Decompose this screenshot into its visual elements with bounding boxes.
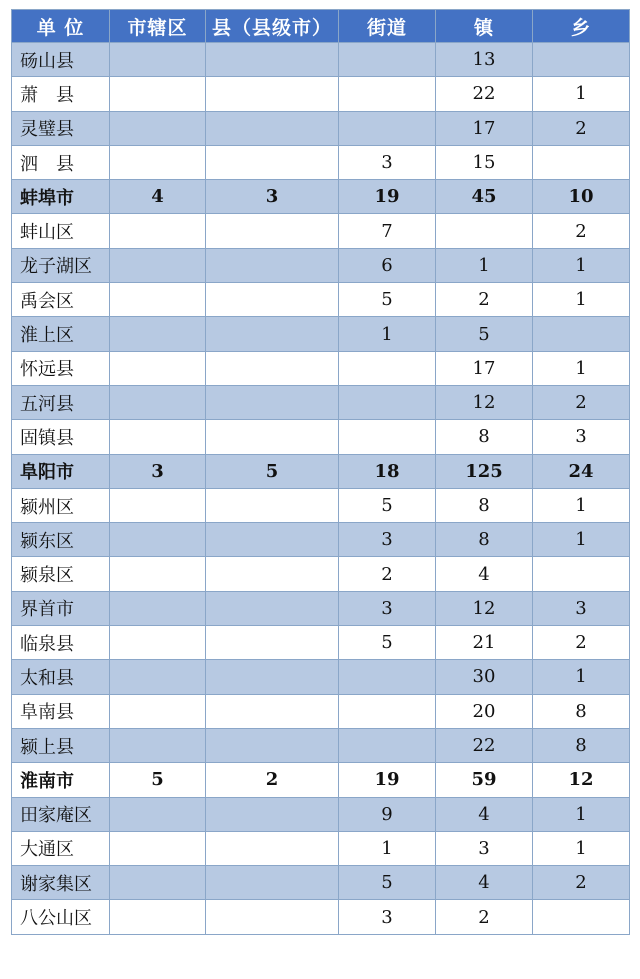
- table-row: [12, 866, 630, 900]
- unit-name-cell: 颍上县: [12, 728, 110, 762]
- towns-cell: 30: [436, 660, 533, 694]
- towns-cell: 4: [436, 866, 533, 900]
- subdistricts-cell: 3: [339, 523, 436, 557]
- municipal-districts-cell: [110, 591, 206, 625]
- towns-cell: 13: [436, 43, 533, 77]
- townships-cell: 8: [533, 728, 630, 762]
- towns-cell: 8: [436, 523, 533, 557]
- municipal-districts-cell: [110, 660, 206, 694]
- municipal-districts-cell: [110, 728, 206, 762]
- table-row: [12, 900, 630, 934]
- townships-cell: 8: [533, 694, 630, 728]
- municipal-districts-cell: [110, 351, 206, 385]
- townships-cell: 12: [533, 763, 630, 797]
- unit-name-cell: 八公山区: [12, 900, 110, 934]
- townships-cell: [533, 317, 630, 351]
- subdistricts-cell: 9: [339, 797, 436, 831]
- counties-cell: [206, 488, 339, 522]
- counties-cell: [206, 111, 339, 145]
- townships-cell: 1: [533, 351, 630, 385]
- unit-name-cell: 砀山县: [12, 43, 110, 77]
- table-row: [12, 626, 630, 660]
- counties-cell: [206, 728, 339, 762]
- towns-cell: 5: [436, 317, 533, 351]
- townships-cell: [533, 900, 630, 934]
- towns-cell: 3: [436, 831, 533, 865]
- municipal-districts-cell: [110, 694, 206, 728]
- counties-cell: [206, 77, 339, 111]
- townships-cell: [533, 43, 630, 77]
- counties-cell: [206, 420, 339, 454]
- city-row: [12, 180, 630, 214]
- townships-cell: 24: [533, 454, 630, 488]
- header-counties: 县（县级市）: [206, 10, 339, 43]
- table-row: [12, 591, 630, 625]
- towns-cell: 12: [436, 385, 533, 419]
- towns-cell: 17: [436, 111, 533, 145]
- counties-cell: [206, 831, 339, 865]
- table-row: [12, 831, 630, 865]
- subdistricts-cell: [339, 728, 436, 762]
- counties-cell: [206, 145, 339, 179]
- header-row: [12, 10, 630, 43]
- municipal-districts-cell: [110, 866, 206, 900]
- towns-cell: 15: [436, 145, 533, 179]
- towns-cell: 20: [436, 694, 533, 728]
- subdistricts-cell: 7: [339, 214, 436, 248]
- towns-cell: 1: [436, 248, 533, 282]
- towns-cell: 2: [436, 283, 533, 317]
- counties-cell: [206, 43, 339, 77]
- townships-cell: 1: [533, 831, 630, 865]
- towns-cell: 17: [436, 351, 533, 385]
- townships-cell: 10: [533, 180, 630, 214]
- townships-cell: 1: [533, 488, 630, 522]
- subdistricts-cell: 5: [339, 488, 436, 522]
- header-municipal-districts: 市辖区: [110, 10, 206, 43]
- unit-name-cell: 阜阳市: [12, 454, 110, 488]
- municipal-districts-cell: 5: [110, 763, 206, 797]
- subdistricts-cell: [339, 77, 436, 111]
- table-row: [12, 523, 630, 557]
- subdistricts-cell: 5: [339, 626, 436, 660]
- unit-name-cell: 临泉县: [12, 626, 110, 660]
- townships-cell: 1: [533, 660, 630, 694]
- subdistricts-cell: 5: [339, 866, 436, 900]
- subdistricts-cell: 1: [339, 317, 436, 351]
- townships-cell: 2: [533, 626, 630, 660]
- table-row: [12, 111, 630, 145]
- table-row: [12, 488, 630, 522]
- subdistricts-cell: 5: [339, 283, 436, 317]
- counties-cell: [206, 248, 339, 282]
- unit-name-cell: 界首市: [12, 591, 110, 625]
- townships-cell: 2: [533, 866, 630, 900]
- counties-cell: [206, 283, 339, 317]
- table-row: [12, 694, 630, 728]
- unit-name-cell: 颍东区: [12, 523, 110, 557]
- unit-name-cell: 泗 县: [12, 145, 110, 179]
- subdistricts-cell: 3: [339, 900, 436, 934]
- townships-cell: 2: [533, 214, 630, 248]
- towns-cell: 8: [436, 420, 533, 454]
- unit-name-cell: 太和县: [12, 660, 110, 694]
- subdistricts-cell: 1: [339, 831, 436, 865]
- counties-cell: [206, 660, 339, 694]
- municipal-districts-cell: [110, 111, 206, 145]
- subdistricts-cell: [339, 694, 436, 728]
- townships-cell: 1: [533, 77, 630, 111]
- counties-cell: [206, 591, 339, 625]
- counties-cell: [206, 214, 339, 248]
- subdistricts-cell: [339, 351, 436, 385]
- counties-cell: [206, 351, 339, 385]
- unit-name-cell: 五河县: [12, 385, 110, 419]
- townships-cell: 1: [533, 797, 630, 831]
- subdistricts-cell: 2: [339, 557, 436, 591]
- subdistricts-cell: 18: [339, 454, 436, 488]
- counties-cell: [206, 385, 339, 419]
- table-row: [12, 797, 630, 831]
- counties-cell: [206, 557, 339, 591]
- municipal-districts-cell: [110, 145, 206, 179]
- subdistricts-cell: 19: [339, 763, 436, 797]
- table-body: [12, 43, 630, 935]
- unit-name-cell: 灵璧县: [12, 111, 110, 145]
- municipal-districts-cell: [110, 557, 206, 591]
- municipal-districts-cell: [110, 626, 206, 660]
- header-unit: 单 位: [12, 10, 110, 43]
- subdistricts-cell: [339, 43, 436, 77]
- table-header: [12, 10, 630, 43]
- towns-cell: 125: [436, 454, 533, 488]
- townships-cell: 1: [533, 523, 630, 557]
- municipal-districts-cell: [110, 283, 206, 317]
- table-row: [12, 420, 630, 454]
- municipal-districts-cell: [110, 248, 206, 282]
- table-row: [12, 317, 630, 351]
- townships-cell: 2: [533, 111, 630, 145]
- table-row: [12, 43, 630, 77]
- subdistricts-cell: 6: [339, 248, 436, 282]
- subdistricts-cell: 3: [339, 145, 436, 179]
- counties-cell: 2: [206, 763, 339, 797]
- municipal-districts-cell: [110, 420, 206, 454]
- towns-cell: [436, 214, 533, 248]
- municipal-districts-cell: [110, 523, 206, 557]
- municipal-districts-cell: [110, 317, 206, 351]
- unit-name-cell: 龙子湖区: [12, 248, 110, 282]
- table-row: [12, 248, 630, 282]
- city-row: [12, 763, 630, 797]
- table-row: [12, 351, 630, 385]
- towns-cell: 45: [436, 180, 533, 214]
- municipal-districts-cell: [110, 43, 206, 77]
- counties-cell: 3: [206, 180, 339, 214]
- counties-cell: [206, 866, 339, 900]
- city-row: [12, 454, 630, 488]
- unit-name-cell: 淮上区: [12, 317, 110, 351]
- subdistricts-cell: 19: [339, 180, 436, 214]
- municipal-districts-cell: 4: [110, 180, 206, 214]
- table-row: [12, 145, 630, 179]
- towns-cell: 4: [436, 557, 533, 591]
- table-row: [12, 77, 630, 111]
- header-towns: 镇: [436, 10, 533, 43]
- unit-name-cell: 颍州区: [12, 488, 110, 522]
- townships-cell: 1: [533, 248, 630, 282]
- towns-cell: 21: [436, 626, 533, 660]
- table-row: [12, 557, 630, 591]
- header-subdistricts: 街道: [339, 10, 436, 43]
- townships-cell: [533, 145, 630, 179]
- unit-name-cell: 蚌山区: [12, 214, 110, 248]
- unit-name-cell: 阜南县: [12, 694, 110, 728]
- townships-cell: 3: [533, 591, 630, 625]
- subdistricts-cell: [339, 385, 436, 419]
- towns-cell: 2: [436, 900, 533, 934]
- municipal-districts-cell: [110, 900, 206, 934]
- counties-cell: [206, 523, 339, 557]
- towns-cell: 59: [436, 763, 533, 797]
- municipal-districts-cell: 3: [110, 454, 206, 488]
- municipal-districts-cell: [110, 77, 206, 111]
- table-row: [12, 660, 630, 694]
- unit-name-cell: 萧 县: [12, 77, 110, 111]
- subdistricts-cell: [339, 420, 436, 454]
- table-row: [12, 214, 630, 248]
- towns-cell: 22: [436, 77, 533, 111]
- unit-name-cell: 颍泉区: [12, 557, 110, 591]
- unit-name-cell: 淮南市: [12, 763, 110, 797]
- municipal-districts-cell: [110, 831, 206, 865]
- townships-cell: 3: [533, 420, 630, 454]
- table-row: [12, 385, 630, 419]
- towns-cell: 8: [436, 488, 533, 522]
- table-row: [12, 283, 630, 317]
- municipal-districts-cell: [110, 488, 206, 522]
- municipal-districts-cell: [110, 385, 206, 419]
- townships-cell: [533, 557, 630, 591]
- header-townships: 乡: [533, 10, 630, 43]
- unit-name-cell: 怀远县: [12, 351, 110, 385]
- townships-cell: 2: [533, 385, 630, 419]
- unit-name-cell: 大通区: [12, 831, 110, 865]
- counties-cell: [206, 797, 339, 831]
- municipal-districts-cell: [110, 797, 206, 831]
- towns-cell: 4: [436, 797, 533, 831]
- counties-cell: 5: [206, 454, 339, 488]
- municipal-districts-cell: [110, 214, 206, 248]
- subdistricts-cell: [339, 660, 436, 694]
- subdistricts-cell: 3: [339, 591, 436, 625]
- counties-cell: [206, 626, 339, 660]
- townships-cell: 1: [533, 283, 630, 317]
- unit-name-cell: 固镇县: [12, 420, 110, 454]
- unit-name-cell: 谢家集区: [12, 866, 110, 900]
- table-row: [12, 728, 630, 762]
- towns-cell: 12: [436, 591, 533, 625]
- counties-cell: [206, 900, 339, 934]
- admin-division-table: [11, 9, 630, 935]
- unit-name-cell: 田家庵区: [12, 797, 110, 831]
- counties-cell: [206, 694, 339, 728]
- unit-name-cell: 禹会区: [12, 283, 110, 317]
- subdistricts-cell: [339, 111, 436, 145]
- unit-name-cell: 蚌埠市: [12, 180, 110, 214]
- towns-cell: 22: [436, 728, 533, 762]
- counties-cell: [206, 317, 339, 351]
